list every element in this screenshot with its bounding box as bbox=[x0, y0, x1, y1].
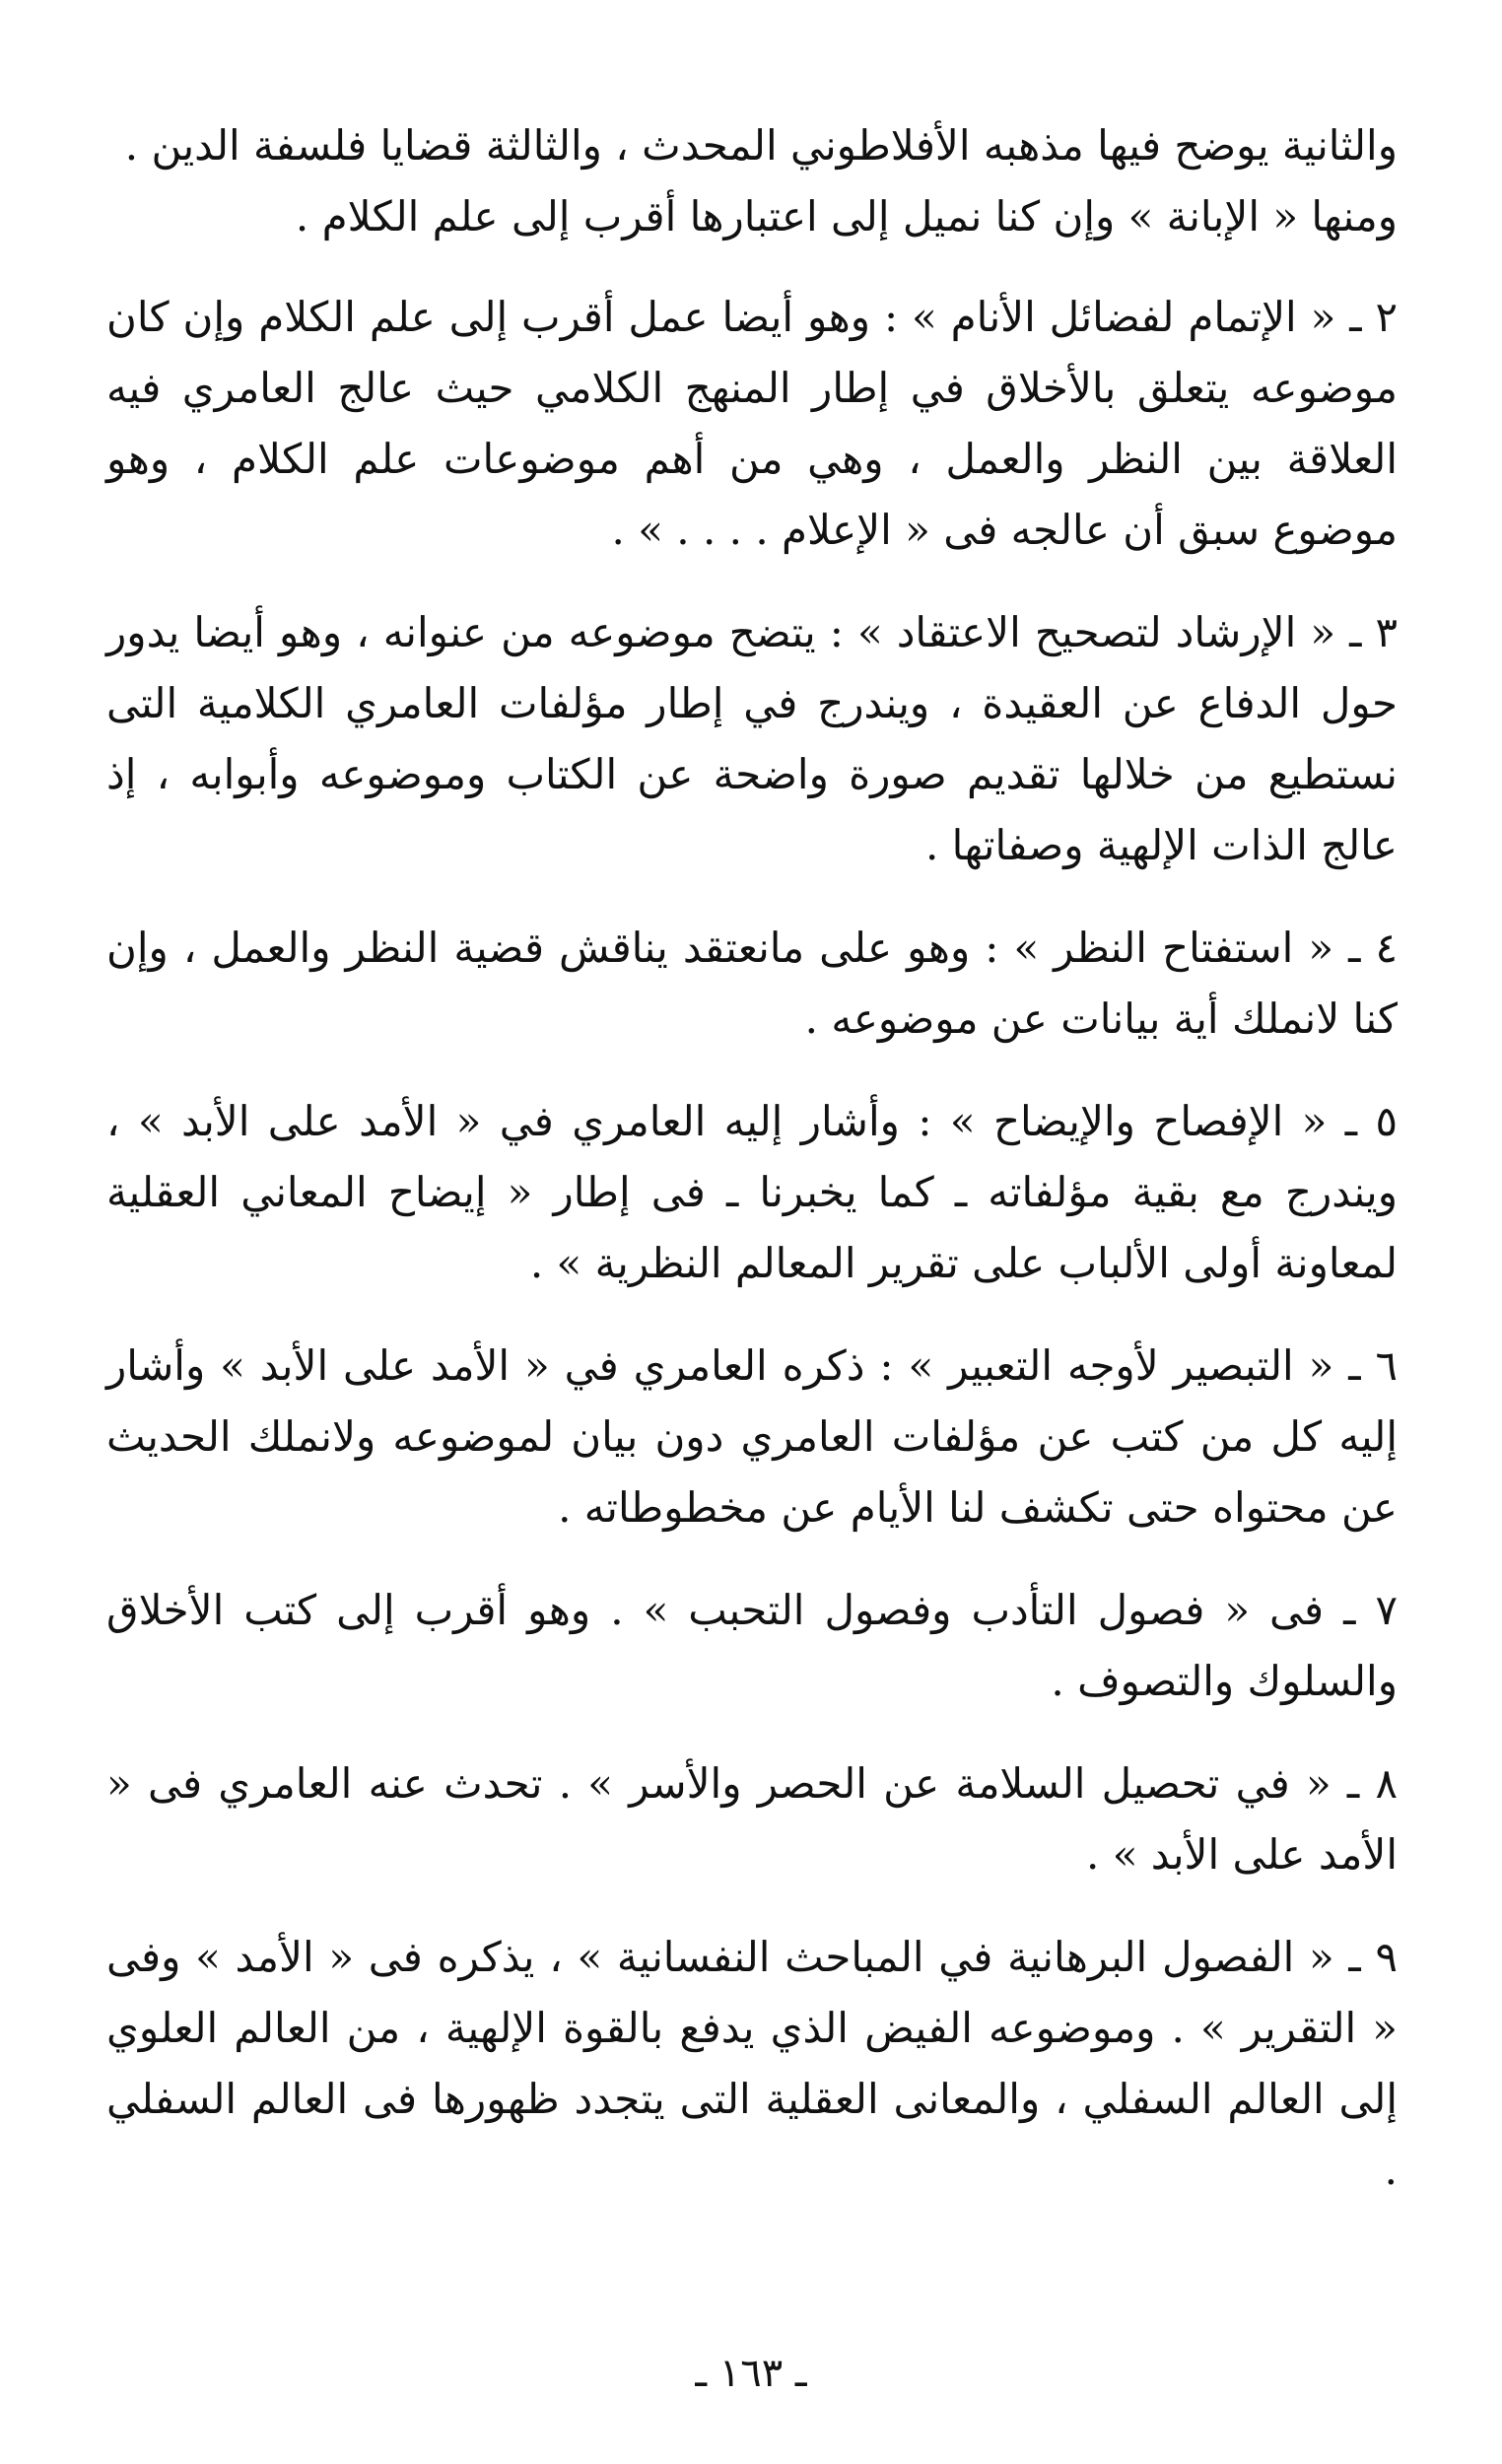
intro-line-1: والثانية يوضح فيها مذهبه الأفلاطوني المحدث ، والثالثة قضايا فلسفة الدين . bbox=[124, 121, 1398, 170]
page-number: ـ ١٦٣ ـ bbox=[695, 2351, 807, 2396]
list-item-8: ٨ ـ « في تحصيل السلامة عن الحصر والأسر » . تحدث عنه العامري فى « الأمد على الأبد » . bbox=[106, 1759, 1398, 1879]
list-item-7: ٧ ـ فى « فصول التأدب وفصول التحبب » . وهو أقرب إلى كتب الأخلاق والسلوك والتصوف . bbox=[106, 1586, 1398, 1705]
list-item-9: ٩ ـ « الفصول البرهانية في المباحث النفسانية » ، يذكره فى « الأمد » وفى « التقرير » . وموضوعه الفيض الذي يدفع بالقوة الإلهية ، من العالم العلوي إلى العالم السفلي ، والمعانى العقلية التى يتجدد ظهورها فى العالم السفلي . bbox=[106, 1933, 1398, 2194]
list-item-5: ٥ ـ « الإفصاح والإيضاح » : وأشار إليه العامري في « الأمد على الأبد » ، ويندرج مع بقية مؤلفاته ـ كما يخبرنا ـ فى إطار « إيضاح المعاني العقلية لمعاونة أولى الألباب على تقرير المعالم النظرية » . bbox=[106, 1097, 1398, 1287]
page-body bbox=[106, 110, 1398, 2237]
intro-line-2: ومنها « الإبانة » وإن كنا نميل إلى اعتبارها أقرب إلى علم الكلام . bbox=[295, 192, 1398, 240]
list-item-3: ٣ ـ « الإرشاد لتصحيح الاعتقاد » : يتضح موضوعه من عنوانه ، وهو أيضا يدور حول الدفاع عن العقيدة ، ويندرج في إطار مؤلفات العامري الكلامية التى نستطيع من خلالها تقديم صورة واضحة عن الكتاب وموضوعه وأبوابه ، إذ عالج الذات الإلهية وصفاتها . bbox=[106, 608, 1398, 869]
intro-paragraph bbox=[106, 110, 1398, 252]
list-item-2: ٢ ـ « الإتمام لفضائل الأنام » : وهو أيضا عمل أقرب إلى علم الكلام وإن كان موضوعه يتعلق بالأخلاق في إطار المنهج الكلامي حيث عالج العامري فيه العلاقة بين النظر والعمل ، وهي من أهم موضوعات علم الكلام ، وهو موضوع سبق أن عالجه فى « الإعلام . . . . » . bbox=[106, 293, 1398, 554]
list-item-4: ٤ ـ « استفتاح النظر » : وهو على مانعتقد يناقش قضية النظر والعمل ، وإن كنا لانملك أية بيانات عن موضوعه . bbox=[106, 924, 1398, 1043]
list-item-6: ٦ ـ « التبصير لأوجه التعبير » : ذكره العامري في « الأمد على الأبد » وأشار إليه كل من كتب عن مؤلفات العامري دون بيان لموضوعه ولانملك الحديث عن محتواه حتى تكشف لنا الأيام عن مخطوطاته . bbox=[106, 1341, 1398, 1532]
